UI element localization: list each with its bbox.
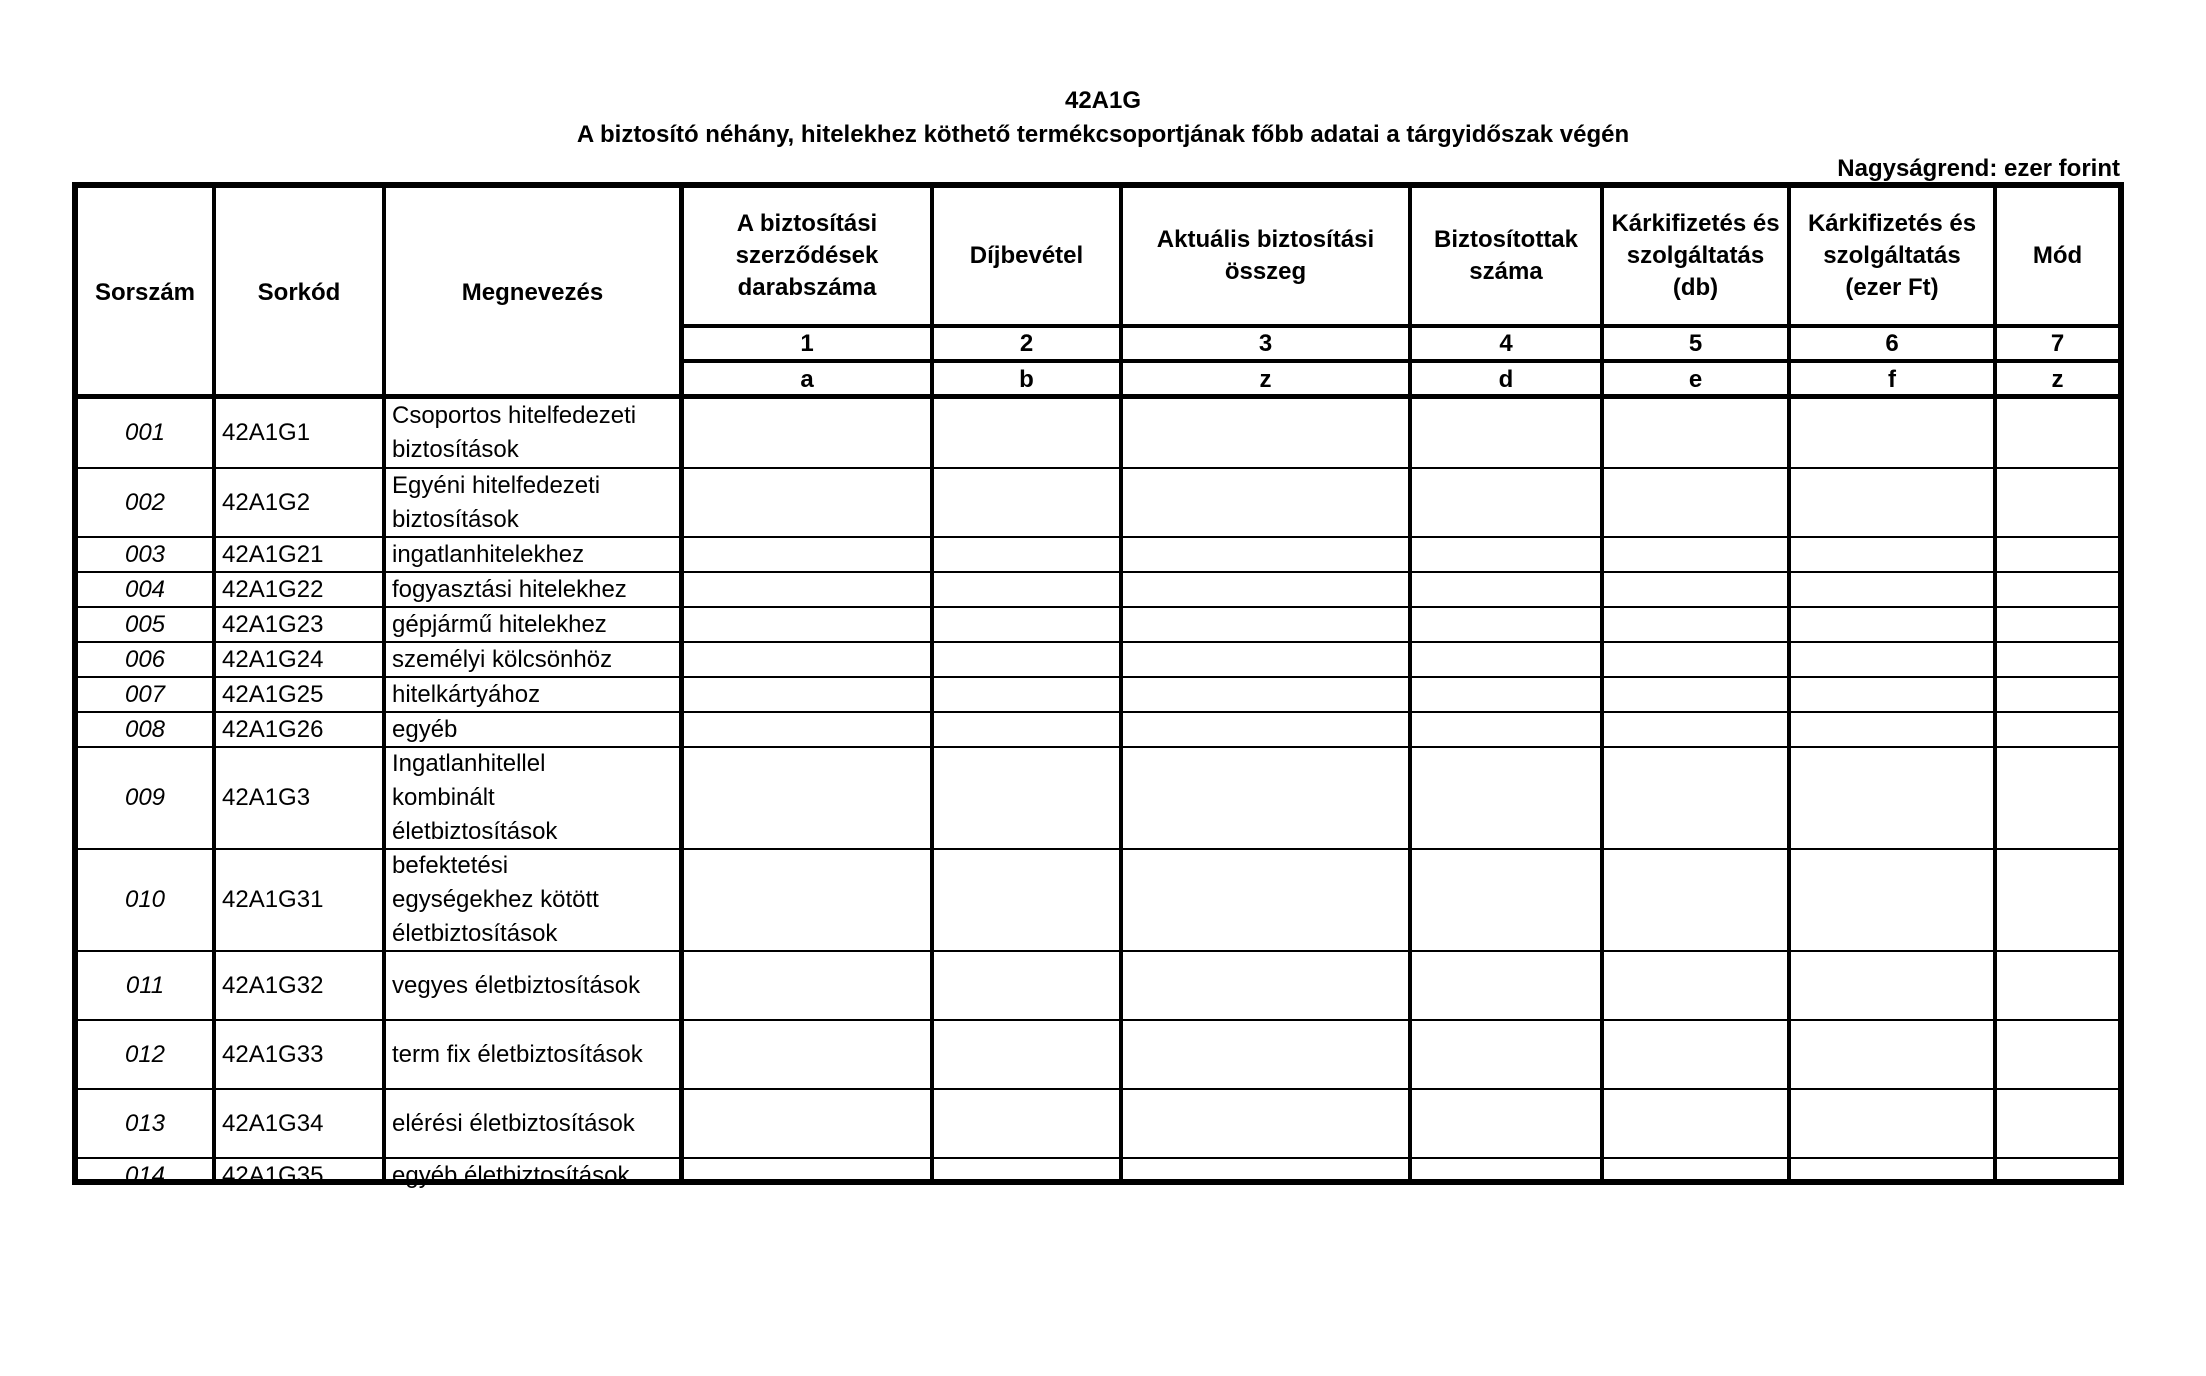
row-megnevezes [386, 952, 679, 1019]
row-sorkod: 42A1G21 [222, 540, 324, 568]
data-entry-cell[interactable] [684, 1090, 930, 1157]
data-entry-cell[interactable] [1997, 573, 2118, 606]
column-divider [1787, 188, 1791, 1185]
data-entry-cell[interactable] [1604, 1090, 1787, 1157]
data-entry-cell[interactable] [1997, 643, 2118, 676]
data-entry-cell[interactable] [934, 469, 1119, 536]
column-header-2: Díjbevétel [969, 242, 1084, 269]
data-entry-cell[interactable] [1412, 748, 1600, 848]
row-sorkod: 42A1G23 [222, 610, 324, 638]
column-code-2: b [1019, 365, 1034, 393]
data-entry-cell[interactable] [1123, 399, 1408, 467]
row-megnevezes [386, 1021, 679, 1088]
form-subtitle: A biztosító néhány, hitelekhez köthető termékcsoportjának főbb adatai a tárgyidőszak végén [576, 121, 1630, 148]
data-entry-cell[interactable] [1604, 952, 1787, 1019]
row-sorszam: 002 [124, 488, 166, 516]
data-entry-cell[interactable] [684, 1159, 930, 1193]
data-entry-cell[interactable] [1997, 1021, 2118, 1088]
row-megnevezes [386, 1159, 679, 1193]
row-megnevezes [386, 469, 679, 536]
row-megnevezes-line: fogyasztási hitelekhez [392, 575, 627, 603]
data-entry-cell[interactable] [1412, 399, 1600, 467]
header-sorszam: Sorszám [94, 279, 196, 306]
data-entry-cell[interactable] [934, 573, 1119, 606]
data-entry-cell[interactable] [1997, 1090, 2118, 1157]
row-sorszam: 008 [124, 715, 166, 743]
row-megnevezes-line: elérési életbiztosítások [392, 1109, 635, 1137]
data-entry-cell[interactable] [1123, 952, 1408, 1019]
data-entry-cell[interactable] [1412, 713, 1600, 746]
data-entry-cell[interactable] [1997, 850, 2118, 950]
row-megnevezes [386, 748, 679, 848]
data-entry-cell[interactable] [1604, 399, 1787, 467]
data-entry-cell[interactable] [684, 399, 930, 467]
row-sorkod: 42A1G1 [222, 419, 311, 446]
data-entry-cell[interactable] [1791, 573, 1993, 606]
data-entry-cell[interactable] [1604, 643, 1787, 676]
column-divider [1993, 188, 1997, 1185]
column-number-6: 6 [1885, 330, 1899, 357]
row-sorkod: 42A1G33 [222, 1040, 324, 1068]
column-header-7: Mód [2032, 242, 2083, 269]
row-megnevezes-text [392, 969, 640, 1003]
data-entry-cell[interactable] [1412, 643, 1600, 676]
data-entry-cell[interactable] [1123, 850, 1408, 950]
data-entry-cell[interactable] [1123, 678, 1408, 711]
data-entry-cell[interactable] [684, 952, 930, 1019]
data-entry-cell[interactable] [1123, 1159, 1408, 1193]
data-entry-cell[interactable] [1997, 748, 2118, 848]
row-megnevezes-line: biztosítások [392, 505, 519, 533]
data-entry-cell[interactable] [1604, 573, 1787, 606]
column-header-4: Biztosítottak száma [1434, 226, 1578, 285]
data-entry-cell[interactable] [1123, 748, 1408, 848]
data-entry-cell[interactable] [1791, 538, 1993, 571]
data-entry-cell[interactable] [1123, 538, 1408, 571]
row-sorkod: 42A1G26 [222, 715, 324, 743]
data-entry-cell[interactable] [684, 748, 930, 848]
data-entry-cell[interactable] [684, 643, 930, 676]
column-code-6: f [1888, 365, 1896, 393]
data-entry-cell[interactable] [1604, 608, 1787, 641]
data-entry-cell[interactable] [1791, 952, 1993, 1019]
row-sorkod: 42A1G24 [222, 645, 324, 673]
column-divider [1408, 188, 1412, 1185]
row-megnevezes-line: ingatlanhitelekhez [392, 540, 585, 568]
data-entry-cell[interactable] [1412, 538, 1600, 571]
row-megnevezes-line: befektetési [392, 852, 509, 879]
data-entry-cell[interactable] [684, 538, 930, 571]
row-sorszam: 004 [124, 575, 166, 603]
column-code-1: a [800, 365, 814, 393]
data-entry-cell[interactable] [1791, 748, 1993, 848]
row-megnevezes-text [392, 399, 636, 467]
row-megnevezes-line: személyi kölcsönhöz [392, 645, 613, 673]
data-entry-cell[interactable] [1997, 469, 2118, 536]
column-header-1: A biztosítási szerződések darabszáma [735, 210, 879, 301]
column-header-3: Aktuális biztosítási összeg [1156, 226, 1375, 285]
column-divider [1119, 188, 1123, 1185]
row-megnevezes-line: hitelkártyához [392, 680, 541, 708]
row-megnevezes-line: egységekhez kötött [392, 886, 599, 913]
row-sorszam: 009 [124, 784, 166, 811]
row-megnevezes-text [392, 573, 627, 606]
row-sorkod: 42A1G25 [222, 680, 324, 708]
row-sorszam: 007 [124, 680, 166, 708]
data-entry-cell[interactable] [1123, 1021, 1408, 1088]
data-entry-cell[interactable] [1997, 399, 2118, 467]
unit-note: Nagyságrend: ezer forint [1837, 155, 2120, 182]
row-sorkod: 42A1G3 [222, 784, 311, 811]
row-sorszam: 005 [124, 610, 166, 638]
data-entry-cell[interactable] [1412, 1159, 1600, 1193]
row-megnevezes-line: biztosítások [392, 436, 519, 463]
data-entry-cell[interactable] [1791, 608, 1993, 641]
row-sorkod: 42A1G34 [222, 1109, 324, 1137]
data-entry-cell[interactable] [934, 850, 1119, 950]
column-divider [930, 188, 934, 1185]
row-megnevezes-text [392, 1159, 629, 1193]
row-sorkod: 42A1G31 [222, 886, 324, 913]
data-entry-cell[interactable] [1604, 538, 1787, 571]
row-sorkod: 42A1G2 [222, 488, 311, 516]
data-table [72, 182, 2124, 1189]
row-sorkod: 42A1G22 [222, 575, 324, 603]
row-megnevezes-line: egyéb életbiztosítások [392, 1162, 630, 1189]
data-entry-cell[interactable] [934, 399, 1119, 467]
row-megnevezes [386, 399, 679, 467]
row-megnevezes [386, 538, 679, 571]
column-divider [212, 188, 216, 1185]
data-entry-cell[interactable] [684, 469, 930, 536]
column-number-7: 7 [2050, 330, 2065, 357]
data-entry-cell[interactable] [1997, 538, 2118, 571]
data-entry-cell[interactable] [684, 850, 930, 950]
header-megnevezes: Megnevezés [461, 279, 604, 306]
row-megnevezes-text [392, 1107, 635, 1141]
row-megnevezes [386, 1090, 679, 1157]
row-megnevezes-line: egyéb [392, 715, 458, 743]
data-entry-cell[interactable] [1412, 952, 1600, 1019]
data-entry-cell[interactable] [1604, 1021, 1787, 1088]
column-code-7: z [2051, 365, 2064, 393]
data-entry-cell[interactable] [1791, 1021, 1993, 1088]
row-megnevezes-text [392, 469, 600, 536]
column-divider [679, 188, 684, 1185]
data-entry-cell[interactable] [1791, 713, 1993, 746]
data-entry-cell[interactable] [1791, 399, 1993, 467]
row-sorkod: 42A1G35 [222, 1162, 324, 1189]
data-entry-cell[interactable] [934, 1090, 1119, 1157]
data-entry-cell[interactable] [1412, 1021, 1600, 1088]
data-entry-cell[interactable] [1123, 713, 1408, 746]
row-megnevezes [386, 678, 679, 711]
row-megnevezes [386, 850, 679, 950]
row-megnevezes-line: kombinált [392, 784, 495, 811]
column-number-5: 5 [1688, 330, 1703, 357]
data-entry-cell[interactable] [1604, 713, 1787, 746]
column-header-5: Kárkifizetés és szolgáltatás (db) [1611, 210, 1780, 301]
row-megnevezes-line: Egyéni hitelfedezeti [392, 471, 601, 499]
column-number-2: 2 [1019, 330, 1034, 357]
row-sorszam: 003 [124, 540, 166, 568]
column-code-4: d [1498, 365, 1514, 393]
row-megnevezes [386, 608, 679, 641]
row-sorszam: 010 [124, 886, 166, 913]
form-code-title: 42A1G [1064, 87, 1142, 114]
data-entry-cell[interactable] [1123, 469, 1408, 536]
data-entry-cell[interactable] [934, 952, 1119, 1019]
row-sorszam: 013 [124, 1109, 166, 1137]
data-entry-cell[interactable] [1791, 678, 1993, 711]
data-entry-cell[interactable] [1791, 850, 1993, 950]
data-entry-cell[interactable] [1997, 713, 2118, 746]
row-sorszam: 014 [124, 1162, 166, 1189]
data-entry-cell[interactable] [1123, 608, 1408, 641]
data-entry-cell[interactable] [1412, 1090, 1600, 1157]
data-entry-cell[interactable] [1604, 469, 1787, 536]
row-megnevezes [386, 573, 679, 606]
row-megnevezes-text [392, 643, 612, 676]
data-entry-cell[interactable] [1791, 1090, 1993, 1157]
column-divider [382, 188, 386, 1185]
column-header-6: Kárkifizetés és szolgáltatás (ezer Ft) [1807, 210, 1977, 301]
column-code-5: e [1688, 365, 1703, 393]
data-entry-cell[interactable] [934, 1021, 1119, 1088]
header-sorkod: Sorkód [257, 279, 341, 306]
data-entry-cell[interactable] [1123, 643, 1408, 676]
data-entry-cell[interactable] [684, 608, 930, 641]
data-entry-cell[interactable] [1997, 608, 2118, 641]
data-entry-cell[interactable] [1791, 469, 1993, 536]
row-sorkod: 42A1G32 [222, 971, 324, 999]
data-entry-cell[interactable] [1604, 850, 1787, 950]
data-entry-cell[interactable] [684, 1021, 930, 1088]
data-entry-cell[interactable] [934, 748, 1119, 848]
row-megnevezes [386, 643, 679, 676]
row-megnevezes-line: gépjármű hitelekhez [392, 610, 607, 638]
column-number-4: 4 [1499, 330, 1513, 357]
row-megnevezes-line: term fix életbiztosítások [392, 1040, 643, 1068]
data-entry-cell[interactable] [934, 643, 1119, 676]
data-entry-cell[interactable] [934, 713, 1119, 746]
data-entry-cell[interactable] [684, 573, 930, 606]
column-number-3: 3 [1258, 330, 1273, 357]
row-sorszam: 001 [124, 419, 166, 446]
data-entry-cell[interactable] [1604, 678, 1787, 711]
column-divider [1600, 188, 1604, 1185]
row-megnevezes-text [392, 1038, 643, 1072]
data-entry-cell[interactable] [934, 538, 1119, 571]
data-entry-cell[interactable] [1997, 678, 2118, 711]
data-entry-cell[interactable] [684, 678, 930, 711]
row-megnevezes-text [392, 850, 599, 950]
data-entry-cell[interactable] [1791, 643, 1993, 676]
data-entry-cell[interactable] [1604, 748, 1787, 848]
row-megnevezes-line: Csoportos hitelfedezeti [392, 402, 637, 429]
data-entry-cell[interactable] [1412, 469, 1600, 536]
data-entry-cell[interactable] [1412, 573, 1600, 606]
row-megnevezes-line: Ingatlanhitellel [392, 750, 546, 777]
column-number-1: 1 [800, 330, 814, 357]
data-entry-cell[interactable] [1997, 1159, 2118, 1193]
data-entry-cell[interactable] [1604, 1159, 1787, 1193]
row-sorszam: 006 [124, 645, 166, 673]
row-megnevezes-text [392, 713, 457, 746]
row-megnevezes-line: életbiztosítások [392, 920, 558, 947]
row-sorszam: 012 [124, 1040, 166, 1068]
data-entry-cell[interactable] [1412, 678, 1600, 711]
row-sorszam: 011 [125, 971, 165, 999]
data-entry-cell[interactable] [1412, 850, 1600, 950]
row-megnevezes-text [392, 748, 557, 848]
row-megnevezes-text [392, 608, 607, 641]
data-entry-cell[interactable] [1123, 573, 1408, 606]
row-megnevezes-text [392, 538, 584, 571]
data-entry-cell[interactable] [1997, 952, 2118, 1019]
column-code-3: z [1259, 365, 1272, 393]
data-entry-cell[interactable] [934, 678, 1119, 711]
data-entry-cell[interactable] [1791, 1159, 1993, 1193]
data-entry-cell[interactable] [684, 713, 930, 746]
row-megnevezes [386, 713, 679, 746]
row-megnevezes-line: vegyes életbiztosítások [392, 971, 641, 999]
data-entry-cell[interactable] [1123, 1090, 1408, 1157]
row-megnevezes-line: életbiztosítások [392, 818, 558, 845]
data-entry-cell[interactable] [1412, 608, 1600, 641]
data-entry-cell[interactable] [934, 1159, 1119, 1193]
data-entry-cell[interactable] [934, 608, 1119, 641]
row-megnevezes-text [392, 678, 540, 711]
